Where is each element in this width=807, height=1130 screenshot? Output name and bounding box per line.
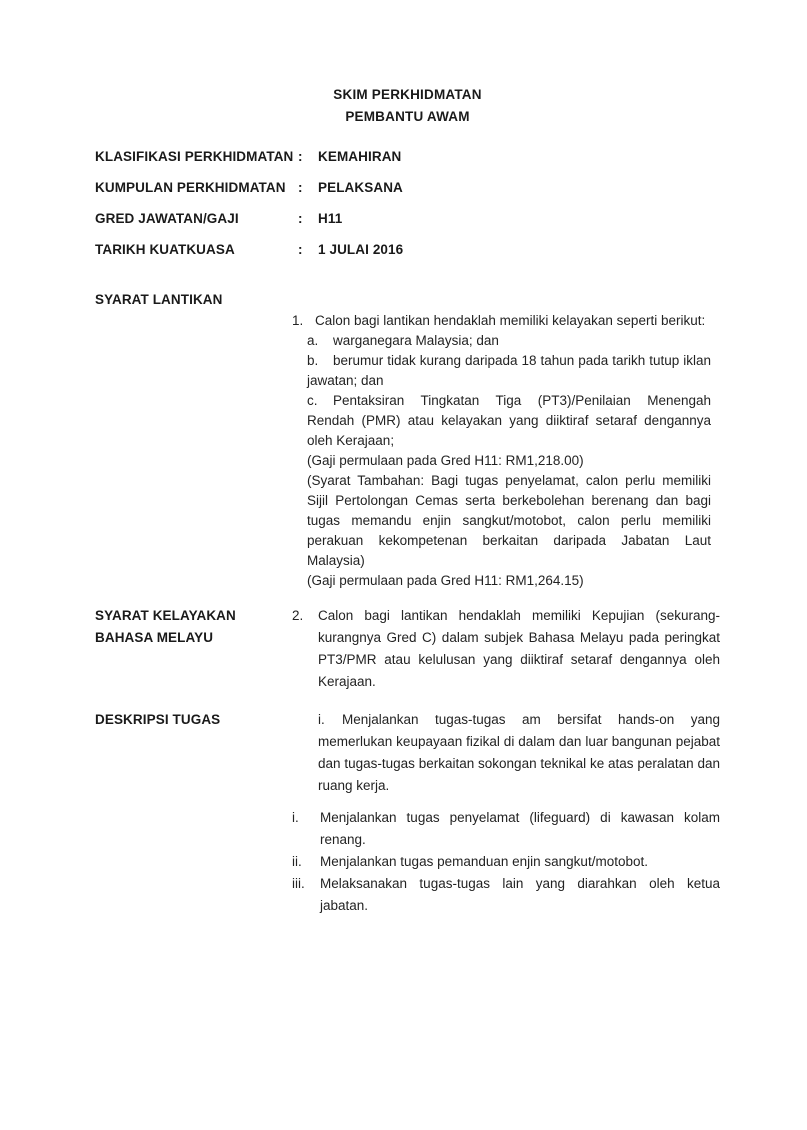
section-deskripsi-tugas: [95, 709, 720, 917]
numbered-item-2: [292, 605, 720, 693]
meta-value: 1 JULAI 2016: [318, 242, 404, 257]
meta-row-klasifikasi-perkhidmatan: [95, 146, 720, 168]
list-item-text: Menjalankan tugas pemanduan enjin sangkut/motobot.: [320, 854, 648, 869]
list-item-a: [307, 331, 711, 351]
item-number: 2.: [292, 608, 304, 623]
list-item-text: warganegara Malaysia; dan: [333, 333, 499, 348]
item-text: Calon bagi lantikan hendaklah memiliki Kepujian (sekurang-kurangnya Gred C) dalam subjek Bahasa Melayu pada peringkat PT3/PMR atau kelulusan yang diiktiraf setaraf dengannya oleh Kerajaan.: [318, 608, 720, 689]
title-line-1: SKIM PERKHIDMATAN: [333, 87, 482, 102]
list-marker: c.: [307, 393, 318, 408]
section-syarat-lantikan: [95, 289, 720, 591]
section-body-syarat-kelayakan: [292, 605, 720, 693]
meta-colon: :: [298, 211, 303, 226]
item-number: 1.: [292, 313, 304, 328]
intro-paragraph: [318, 709, 720, 797]
meta-value: KEMAHIRAN: [318, 149, 402, 164]
section-body-deskripsi-tugas: [292, 709, 720, 917]
note-gaji-permulaan-2: (Gaji permulaan pada Gred H11: RM1,264.15): [307, 573, 584, 588]
intro-text: Menjalankan tugas-tugas am bersifat hands-on yang memerlukan keupayaan fizikal di dalam dan luar bangunan pejabat dan tugas-tugas berkaitan sokongan teknikal ke atas peralatan dan ruang kerja.: [318, 712, 720, 793]
meta-row-tarikh-kuatkuasa: [95, 239, 720, 261]
list-item-text: Menjalankan tugas penyelamat (lifeguard) di kawasan kolam renang.: [320, 810, 720, 847]
list-marker: i.: [292, 810, 299, 825]
roman-item-ii: [292, 851, 720, 873]
meta-colon: :: [298, 149, 303, 164]
list-marker: a.: [307, 333, 319, 348]
list-marker: iii.: [292, 876, 305, 891]
meta-value: PELAKSANA: [318, 180, 403, 195]
section-body-syarat-lantikan: [292, 289, 720, 591]
meta-fields: [95, 146, 720, 261]
document-title: [95, 0, 720, 128]
list-item-text: Melaksanakan tugas-tugas lain yang diarahkan oleh ketua jabatan.: [320, 876, 720, 913]
note-gaji-permulaan-1: (Gaji permulaan pada Gred H11: RM1,218.00): [307, 453, 584, 468]
section-heading-deskripsi-tugas: DESKRIPSI TUGAS: [95, 712, 221, 727]
roman-list: [292, 807, 720, 917]
list-item-text: berumur tidak kurang daripada 18 tahun pada tarikh tutup iklan jawatan; dan: [307, 353, 711, 388]
list-marker: ii.: [292, 854, 302, 869]
heading-line-1: SYARAT KELAYAKAN: [95, 608, 236, 623]
roman-item-iii: [292, 873, 720, 917]
list-item-c: [307, 391, 711, 451]
meta-colon: :: [298, 180, 303, 195]
meta-colon: :: [298, 242, 303, 257]
meta-label: KUMPULAN PERKHIDMATAN: [95, 180, 286, 195]
note-syarat-tambahan: (Syarat Tambahan: Bagi tugas penyelamat, calon perlu memiliki Sijil Pertolongan Cemas serta berkebolehan berenang dan bagi tugas memandu enjin sangkut/motobot, calon perlu memiliki perakuan kekompetenan berkaitan daripada Jabatan Laut Malaysia): [307, 473, 711, 568]
meta-value: H11: [318, 211, 343, 226]
meta-label: KLASIFIKASI PERKHIDMATAN: [95, 149, 294, 164]
section-heading-syarat-kelayakan: [95, 605, 292, 693]
meta-row-gred-jawatan-gaji: [95, 208, 720, 230]
heading-line-2: BAHASA MELAYU: [95, 630, 214, 645]
roman-item-i: [292, 807, 720, 851]
meta-label: TARIKH KUATKUASA: [95, 242, 235, 257]
list-item-b: [307, 351, 711, 391]
sub-item-list: [307, 331, 711, 591]
section-heading-syarat-lantikan: SYARAT LANTIKAN: [95, 292, 223, 307]
meta-label: GRED JAWATAN/GAJI: [95, 211, 239, 226]
list-marker: b.: [307, 353, 319, 368]
meta-row-kumpulan-perkhidmatan: [95, 177, 720, 199]
title-line-2: PEMBANTU AWAM: [345, 109, 470, 124]
numbered-item-1: [292, 311, 720, 331]
section-syarat-kelayakan-bahasa-melayu: [95, 605, 720, 693]
list-item-text: Pentaksiran Tingkatan Tiga (PT3)/Penilaian Menengah Rendah (PMR) atau kelayakan yang diiktiraf setaraf dengannya oleh Kerajaan;: [307, 393, 711, 448]
item-text: Calon bagi lantikan hendaklah memiliki kelayakan seperti berikut:: [315, 313, 706, 328]
list-marker: i.: [318, 712, 325, 727]
